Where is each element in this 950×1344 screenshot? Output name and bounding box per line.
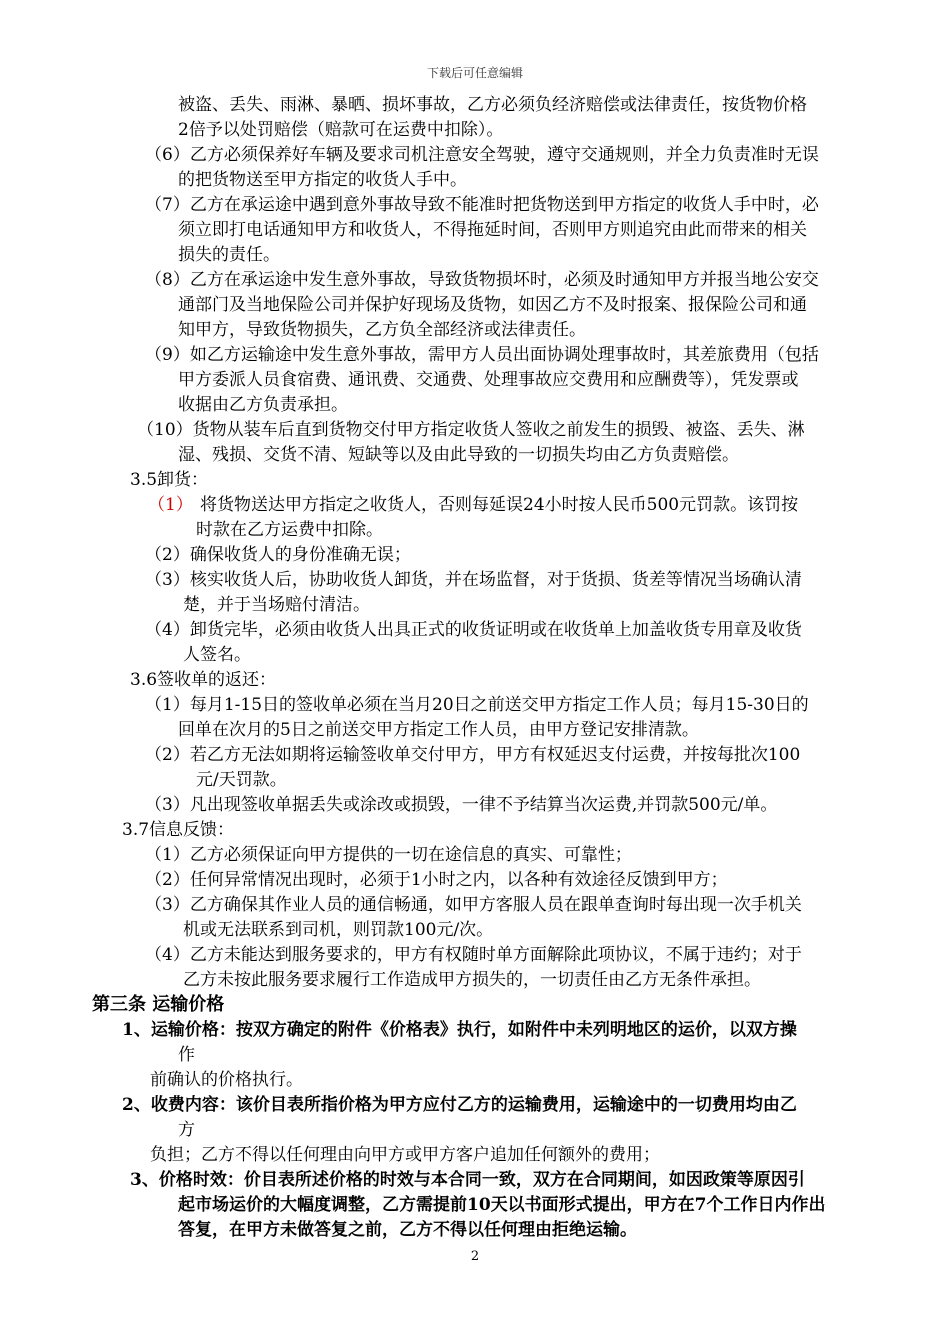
text-line: 收据由乙方负责承担。 xyxy=(178,395,348,415)
text-line: （2）若乙方无法如期将运输签收单交付甲方，甲方有权延迟支付运费，并按每批次100 xyxy=(145,745,801,765)
text-line: 乙方未按此服务要求履行工作造成甲方损失的，一切责任由乙方无条件承担。 xyxy=(183,970,761,990)
text-line: （3）乙方确保其作业人员的通信畅通，如甲方客服人员在跟单查询时每出现一次手机关 xyxy=(145,895,802,915)
text-line: 作 xyxy=(178,1045,195,1065)
text-line: （7）乙方在承运途中遇到意外事故导致不能准时把货物送到甲方指定的收货人手中时，必 xyxy=(145,195,819,215)
text-line: 方 xyxy=(178,1120,195,1140)
text-line: 被盗、丢失、雨淋、暴晒、损坏事故，乙方必须负经济赔偿或法律责任，按货物价格 xyxy=(178,95,807,115)
text-line: 将货物送达甲方指定之收货人，否则每延误24小时按人民币500元罚款。该罚按 xyxy=(200,495,799,515)
text-line: 通部门及当地保险公司并保护好现场及货物，如因乙方不及时报案、报保险公司和通 xyxy=(178,295,807,315)
text-line: （10）货物从装车后直到货物交付甲方指定收货人签收之前发生的损毁、被盗、丢失、淋 xyxy=(137,420,805,440)
text-line: 须立即打电话通知甲方和收货人，不得拖延时间，否则甲方则追究由此而带来的相关 xyxy=(178,220,807,240)
section-heading: 3.7信息反馈： xyxy=(122,820,235,840)
text-line: （6）乙方必须保养好车辆及要求司机注意安全驾驶，遵守交通规则，并全力负责准时无误 xyxy=(145,145,819,165)
text-line: 人签名。 xyxy=(183,645,251,665)
text-line: 知甲方，导致货物损失，乙方负全部经济或法律责任。 xyxy=(178,320,586,340)
text-line: 3、价格时效：价目表所述价格的时效与本合同一致，双方在合同期间，如因政策等原因引 xyxy=(130,1170,805,1190)
text-line: 答复，在甲方未做答复之前，乙方不得以任何理由拒绝运输。 xyxy=(178,1220,637,1240)
text-line: 2、收费内容：该价目表所指价格为甲方应付乙方的运输费用，运输途中的一切费用均由乙 xyxy=(122,1095,797,1115)
section-heading: 3.6签收单的返还： xyxy=(130,670,277,690)
text-line: 起市场运价的大幅度调整，乙方需提前10天以书面形式提出，甲方在7个工作日内作出 xyxy=(178,1195,826,1215)
text-line: （3）核实收货人后，协助收货人卸货，并在场监督，对于货损、货差等情况当场确认清 xyxy=(145,570,802,590)
text-line: 机或无法联系到司机，则罚款100元/次。 xyxy=(183,920,494,940)
section-heading: 3.5卸货： xyxy=(130,470,209,490)
text-line: （9）如乙方运输途中发生意外事故，需甲方人员出面协调处理事故时，其差旅费用（包括 xyxy=(145,345,819,365)
text-line: 1、运输价格：按双方确定的附件《价格表》执行，如附件中未列明地区的运价，以双方操 xyxy=(122,1020,797,1040)
text-line: （4）乙方未能达到服务要求的，甲方有权随时单方面解除此项协议，不属于违约；对于 xyxy=(145,945,802,965)
item-number-red: （1） xyxy=(148,495,193,515)
text-line: 甲方委派人员食宿费、通讯费、交通费、处理事故应交费用和应酬费等），凭发票或 xyxy=(178,370,799,390)
text-line: （2）确保收货人的身份准确无误； xyxy=(145,545,411,565)
text-line: 2倍予以处罚赔偿（赔款可在运费中扣除）。 xyxy=(178,120,504,140)
text-line: 的把货物送至甲方指定的收货人手中。 xyxy=(178,170,467,190)
page-header: 下载后可任意编辑 xyxy=(426,66,523,80)
text-line: 回单在次月的5日之前送交甲方指定工作人员，由甲方登记安排清款。 xyxy=(178,720,699,740)
text-line: （4）卸货完毕，必须由收货人出具正式的收货证明或在收货单上加盖收货专用章及收货 xyxy=(145,620,802,640)
article-heading: 第三条 运输价格 xyxy=(92,994,225,1015)
text-line: 时款在乙方运费中扣除。 xyxy=(196,520,383,540)
text-line: 损失的责任。 xyxy=(178,245,280,265)
text-line: 湿、残损、交货不清、短缺等以及由此导致的一切损失均由乙方负责赔偿。 xyxy=(178,445,739,465)
text-line: 负担；乙方不得以任何理由向甲方或甲方客户追加任何额外的费用； xyxy=(150,1145,660,1165)
text-line: （3）凡出现签收单据丢失或涂改或损毁，一律不予结算当次运费,并罚款500元/单。 xyxy=(145,795,778,815)
text-line: （1）每月1-15日的签收单必须在当月20日之前送交甲方指定工作人员；每月15-30日的 xyxy=(145,695,809,715)
text-line: （8）乙方在承运途中发生意外事故，导致货物损坏时，必须及时通知甲方并报当地公安交 xyxy=(145,270,819,290)
text-line: （2）任何异常情况出现时，必须于1小时之内，以各种有效途径反馈到甲方； xyxy=(145,870,728,890)
text-line: 元/天罚款。 xyxy=(196,770,287,790)
page-number: 2 xyxy=(470,1249,480,1264)
text-line: 前确认的价格执行。 xyxy=(150,1070,303,1090)
text-line: 楚，并于当场赔付清洁。 xyxy=(183,595,370,615)
text-line: （1）乙方必须保证向甲方提供的一切在途信息的真实、可靠性； xyxy=(145,845,632,865)
